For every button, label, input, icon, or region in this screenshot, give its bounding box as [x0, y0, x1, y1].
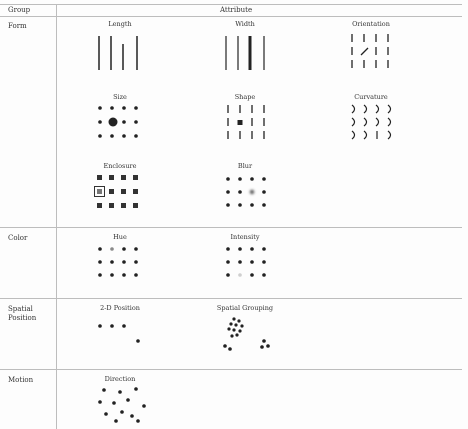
label-blur: Blur	[237, 162, 253, 170]
curvature-attribute-icon	[350, 103, 400, 145]
label-spatial-grouping: Spatial Grouping	[216, 304, 274, 312]
group-spatial-position: Spatial Position	[8, 305, 37, 322]
label-direction: Direction	[104, 375, 136, 383]
group-form: Form	[8, 22, 27, 30]
label-enclosure: Enclosure	[103, 162, 137, 170]
group-motion: Motion	[8, 376, 34, 384]
enclosure-attribute-icon	[96, 174, 148, 214]
label-orientation: Orientation	[352, 20, 390, 28]
header-group: Group	[8, 6, 31, 14]
intensity-attribute-icon	[224, 245, 274, 285]
label-intensity: Intensity	[230, 233, 260, 241]
label-2d-position: 2-D Position	[100, 304, 140, 312]
direction-attribute-icon	[98, 386, 154, 426]
group-color: Color	[8, 234, 28, 242]
label-length: Length	[108, 20, 132, 28]
length-attribute-icon	[95, 32, 145, 72]
hue-attribute-icon	[96, 245, 146, 285]
label-shape: Shape	[234, 93, 256, 101]
table-top-rule	[0, 4, 462, 5]
position-row-rule	[0, 369, 462, 370]
label-hue: Hue	[113, 233, 127, 241]
2d-position-attribute-icon	[96, 320, 146, 350]
label-size: Size	[113, 93, 127, 101]
orientation-attribute-icon	[348, 32, 398, 72]
column-divider	[56, 4, 57, 429]
form-row-rule	[0, 227, 462, 228]
width-attribute-icon	[222, 32, 272, 72]
size-attribute-icon	[96, 104, 146, 144]
blur-attribute-icon	[224, 176, 274, 216]
label-width: Width	[235, 20, 255, 28]
spatial-grouping-attribute-icon	[222, 315, 282, 355]
color-row-rule	[0, 298, 462, 299]
label-curvature: Curvature	[354, 93, 388, 101]
header-rule	[0, 16, 462, 17]
shape-attribute-icon	[224, 103, 274, 145]
header-attribute: Attribute	[220, 6, 253, 14]
